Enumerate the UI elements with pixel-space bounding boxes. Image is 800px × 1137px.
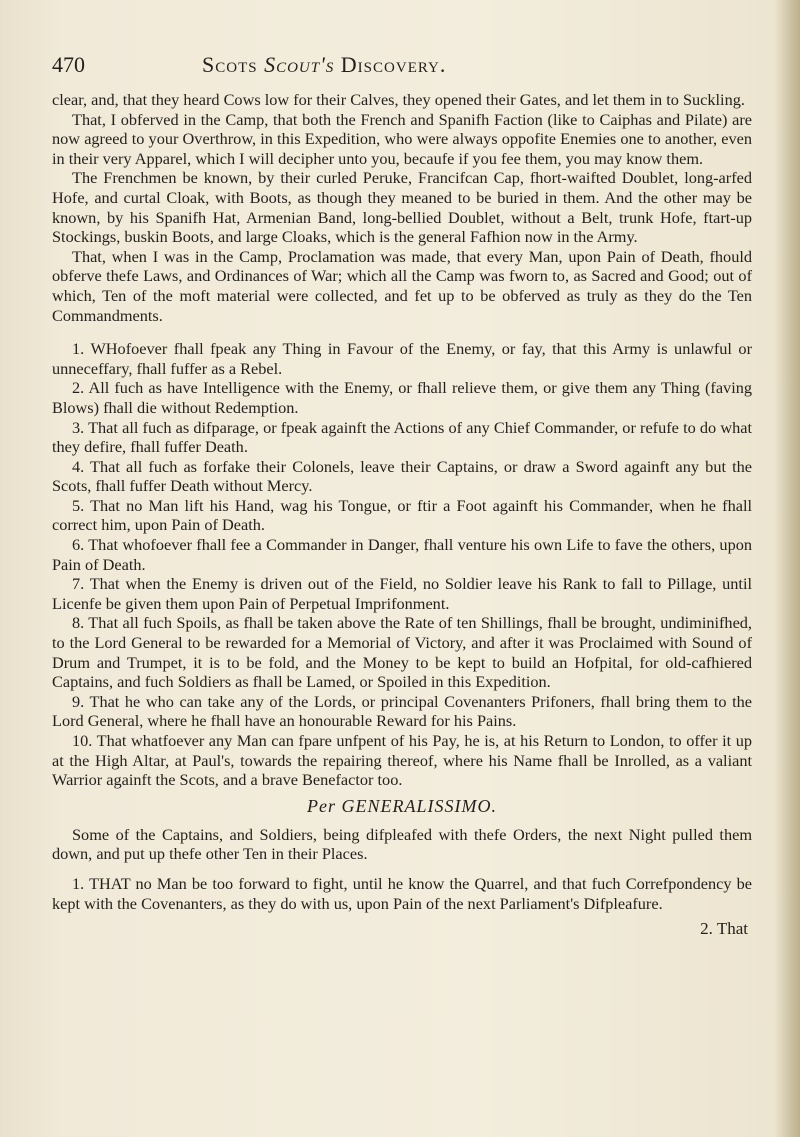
intro-paragraph-2: That, I obferved in the Camp, that both the French and Spanifh Faction (like to Caiphas and Pilate) are now agreed to your Overthrow, in this Expedition, who were always oppofite Enemies one to another, even in their very Apparel, which I will decipher unto you, becaufe if you fee them, you may know them.: [52, 109, 752, 168]
article-10: [52, 731, 752, 790]
article-text: That whofoever fhall fee a Commander in Danger, fhall venture his own Life to fave the others, upon Pain of Death.: [52, 535, 752, 574]
article-number: 1.: [72, 873, 85, 893]
article-number: 10.: [72, 731, 93, 750]
page-number: 470: [52, 52, 85, 77]
article-text: That whatfoever any Man can fpare unfpent of his Pay, he is, at his Return to London, to offer it up at the High Altar, at Paul's, towards the repairing thereof, where his Name fhall be Inrolled, as a valiant Warrior againft the Scots, and a brave Benefactor too.: [52, 731, 752, 790]
intro-paragraph-1: clear, and, that they heard Cows low for their Calves, they opened their Gates, and let them in to Suckling.: [52, 90, 745, 109]
article-1: [52, 339, 752, 378]
spacer: [52, 864, 752, 874]
article-4: [52, 457, 752, 496]
article-number: 5.: [72, 495, 85, 515]
after-signature-paragraph: Some of the Captains, and Soldiers, being difpleafed with thefe Orders, the next Night pulled them down, and put up thefe other Ten in their Places.: [52, 824, 752, 864]
article-number: 1.: [72, 339, 85, 359]
running-title: Scots Scout's Discovery.: [202, 52, 447, 77]
article-text: THAT no Man be too forward to fight, until he know the Quarrel, and that fuch Correfpondency be kept with the Covenanters, as they do with us, upon Pain of the next Parliament's Difpleafure.: [52, 873, 752, 913]
intro-paragraph-4: That, when I was in the Camp, Proclamation was made, that every Man, upon Pain of Death, fhould obferve thefe Laws, and Ordinances of War; which all the Camp was fworn to, as Sacred and Good; out of which, Ten of the moft material were collected, and fet up to be obferved as truly as they do the Ten Commandments.: [52, 246, 752, 325]
article-2: [52, 378, 752, 417]
article-6: [52, 535, 752, 574]
article-number: 2.: [72, 378, 85, 398]
article-text: WHofoever fhall fpeak any Thing in Favour of the Enemy, or fay, that this Army is unlawful or unneceffary, fhall fuffer as a Rebel.: [52, 339, 752, 378]
second-list-article-1: [52, 874, 752, 913]
signature-line: Per GENERALISSIMO.: [307, 795, 497, 816]
article-7: [52, 574, 752, 613]
article-text: All fuch as have Intelligence with the Enemy, or fhall relieve them, or give them any Thing (faving Blows) fhall die without Redemption.: [52, 378, 752, 417]
article-number: 6.: [72, 535, 85, 555]
article-8: [52, 613, 752, 691]
article-9: [52, 692, 752, 731]
intro-paragraph-3: The Frenchmen be known, by their curled Peruke, Francifcan Cap, fhort-waifted Doublet, long-arfed Hofe, and curtal Cloak, with Boots, as though they meaned to be buried in them. And the other may be known, by his Spanifh Hat, Armenian Band, long-bellied Doublet, without a Belt, trunk Hofe, ftart-up Stockings, buskin Boots, and large Cloaks, which is the general Fafhion now in the Army.: [52, 168, 752, 247]
catchword: 2. That: [700, 919, 748, 939]
spacer: [52, 325, 752, 339]
running-header: [52, 52, 752, 78]
article-text: That when the Enemy is driven out of the Field, no Soldier leave his Rank to fall to Pillage, until Licenfe be given them upon Pain of Perpetual Imprifonment.: [52, 574, 752, 613]
article-text: That all fuch as forfake their Colonels, leave their Captains, or draw a Sword againft any but the Scots, fhall fuffer Death without Mercy.: [52, 456, 752, 496]
article-text: That no Man lift his Hand, wag his Tongue, or ftir a Foot againft his Commander, when he fhall correct him, upon Pain of Death.: [52, 495, 752, 535]
article-3: [52, 418, 752, 457]
page-edge-shadow: [774, 0, 800, 1137]
article-5: [52, 496, 752, 535]
article-number: 3.: [72, 417, 85, 437]
article-text: That he who can take any of the Lords, or principal Covenanters Prifoners, fhall bring them to the Lord General, where he fhall have an honourable Reward for his Pains.: [52, 691, 752, 731]
article-number: 8.: [72, 613, 85, 633]
article-text: That all fuch Spoils, as fhall be taken above the Rate of ten Shillings, fhall be brought, undiminifhed, to the Lord General to be rewarded for a Memorial of Victory, and after it was Proclaimed with Sound of Drum and Trumpet, it is to be fold, and the Money to be kept to build an Hofpital, for old-cafhiered Captains, and fuch Soldiers as fhall be Lamed, or Spoiled in this Expedition.: [52, 613, 753, 692]
article-text: That all fuch as difparage, or fpeak againft the Actions of any Chief Commander, or refufe to do what they defire, fhall fuffer Death.: [52, 417, 752, 457]
article-number: 7.: [72, 574, 85, 594]
article-number: 9.: [72, 691, 85, 711]
article-number: 4.: [72, 456, 85, 476]
